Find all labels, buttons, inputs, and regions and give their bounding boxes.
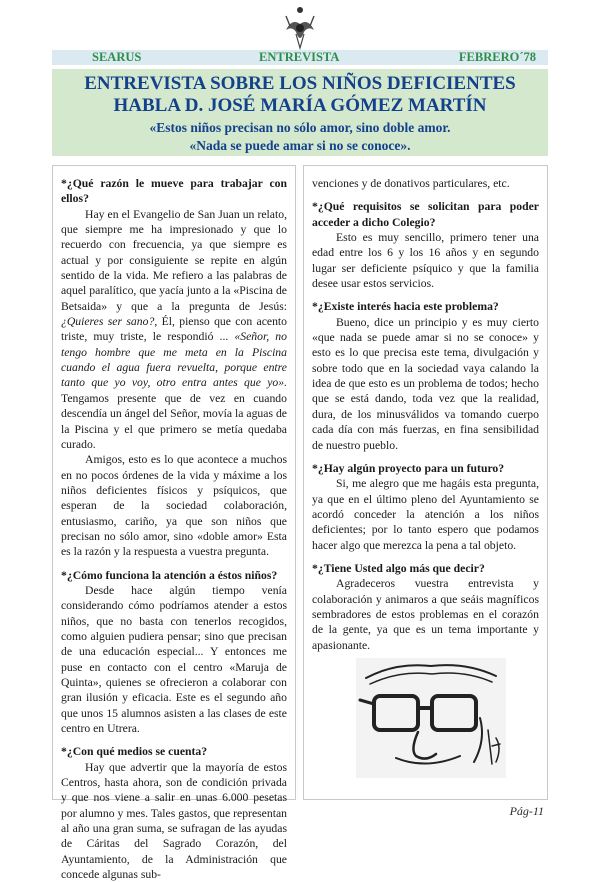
header-magazine-name: SEARUS: [92, 50, 142, 64]
answer-1-quote-question: ¿Quieres ser sano?: [61, 315, 155, 329]
answer-5: Bueno, dice un principio y es muy cierto «que nada se puede amar si no se conoce» y esto es lo que precisa este tema, divulgación y sobre todo que en la sociedad vaya calando la idea de que esto es un problema de todos; hecho que se está dando, toda vez que la realidad, dura, de los minusválidos va tomando cuerpo cada día con más fuerzas, en fina sensibilidad de nuestro pueblo.: [312, 315, 539, 452]
question-3: *¿Con qué medios se cuenta?: [61, 745, 208, 759]
article-subtitle: [52, 119, 548, 155]
answer-1-paragraph-2: Amigos, esto es lo que acontece a muchos en no pocos órdenes de la vida y máxime a los niños deficientes físicos y psíquicos, que esperan de la sociedad colaboración, entusiasmo, cariño, ya que son niños que precisan no sólo amor, sino «doble amor» Esta es la razón y la respuesta a vuestra pregunta.: [61, 453, 287, 559]
left-column: [52, 165, 296, 882]
question-2: *¿Cómo funciona la atención a éstos niños?: [61, 568, 278, 582]
answer-7: Agradeceros vuestra entrevista y colaboración y animaros a que seáis magníficos sembradores de estos problemas en el corazón de la gente, ya que es un tema importante y apasionante.: [312, 577, 539, 652]
question-4: *¿Qué requisitos se solicitan para poder acceder a dicho Colegio?: [312, 200, 539, 229]
question-5: *¿Existe interés hacia este problema?: [312, 300, 499, 314]
question-7: *¿Tiene Usted algo más que decir?: [312, 561, 485, 575]
answer-3: Hay que advertir que la mayoría de estos Centros, hasta ahora, son de condición privada y que nos viene a salir en unas 6.000 pesetas por alumno y mes. Tales gastos, que representan al año una gran suma, se sufragan de las ayudas de Cáritas del Sagrado Corazón, del Ayuntamiento, de la Administración que concede algunas sub-: [61, 760, 287, 882]
title-line-1: ENTREVISTA SOBRE LOS NIÑOS DEFICIENTES: [84, 73, 516, 94]
article-title: [52, 73, 548, 117]
question-6: *¿Hay algún proyecto para un futuro?: [312, 461, 505, 475]
answer-3-continued: venciones y de donativos particulares, etc.: [312, 177, 510, 190]
subtitle-line-2: «Nada se puede amar si no se conoce».: [189, 138, 411, 153]
article-header: [52, 69, 548, 156]
right-column: [303, 165, 548, 800]
answer-4: Esto es muy sencillo, primero tener una edad entre los 6 y los 16 años y en segundo lugar ser deficiente psíquico y que la familia desee usar estos servicios.: [312, 231, 539, 291]
header-date: FEBRERO´78: [458, 50, 536, 64]
magazine-logo-icon: [282, 4, 318, 50]
answer-1: [61, 207, 287, 453]
answer-6: Si, me alegro que me hagáis esta pregunta, ya que en el último pleno del Ayuntamiento se acordó conceder la atención a los niños deficientes; por lo tanto espero que podamos hacer algo que merezca la pena a tal objeto.: [312, 477, 539, 552]
answer-1-quote: «Señor, no tengo hombre que me meta en la Piscina cuando el agua fuera revuelta, porque entre tanto que yo voy, otro entra antes que yo».: [61, 330, 287, 390]
question-1: *¿Qué razón le mueve para trabajar con ellos?: [61, 177, 287, 206]
portrait-sketch-image: [356, 658, 506, 778]
answer-1-text-3: Tengamos presente que de vez en cuando descendía un ángel del Señor, movía la aguas de la Piscina y el que primero se metía quedaba curado.: [61, 391, 287, 451]
subtitle-line-1: «Estos niños precisan no sólo amor, sino doble amor.: [149, 120, 451, 135]
page-number: Pág-11: [509, 804, 544, 818]
answer-2: Desde hace algún tiempo venía considerando cómo podríamos atender a estos niños, que no basta con tenerlos recogidos, como alguien pudiera pensar; sino que precisan de una educación especial... Y entonces me puse en contacto con el centro «Maruja de Quinta», quienes se ofrecieron a colaborar con gran ilusión y eficacia. Este es el segundo año que unos 15 alumnos asisten a las clases de este centro en Utrera.: [61, 583, 287, 736]
answer-1-text-2: , Él, pienso que con acento triste, muy triste, le respondió ...: [61, 315, 288, 344]
answer-1-text: Hay en el Evangelio de San Juan un relato, que siempre me ha impresionado y que lo recuerdo con frecuencia, ya que siempre es actual y por consiguiente se repite en algún sentido de la vida. Me refiero a las palabras de aquel paralítico, que yacía junto a la «Piscina de Betsaida» y que a la pregunta de Jesús:: [61, 207, 287, 313]
running-header: [52, 50, 548, 65]
title-line-2: HABLA D. JOSÉ MARÍA GÓMEZ MARTÍN: [113, 95, 487, 116]
header-section: ENTREVISTA: [259, 50, 340, 64]
